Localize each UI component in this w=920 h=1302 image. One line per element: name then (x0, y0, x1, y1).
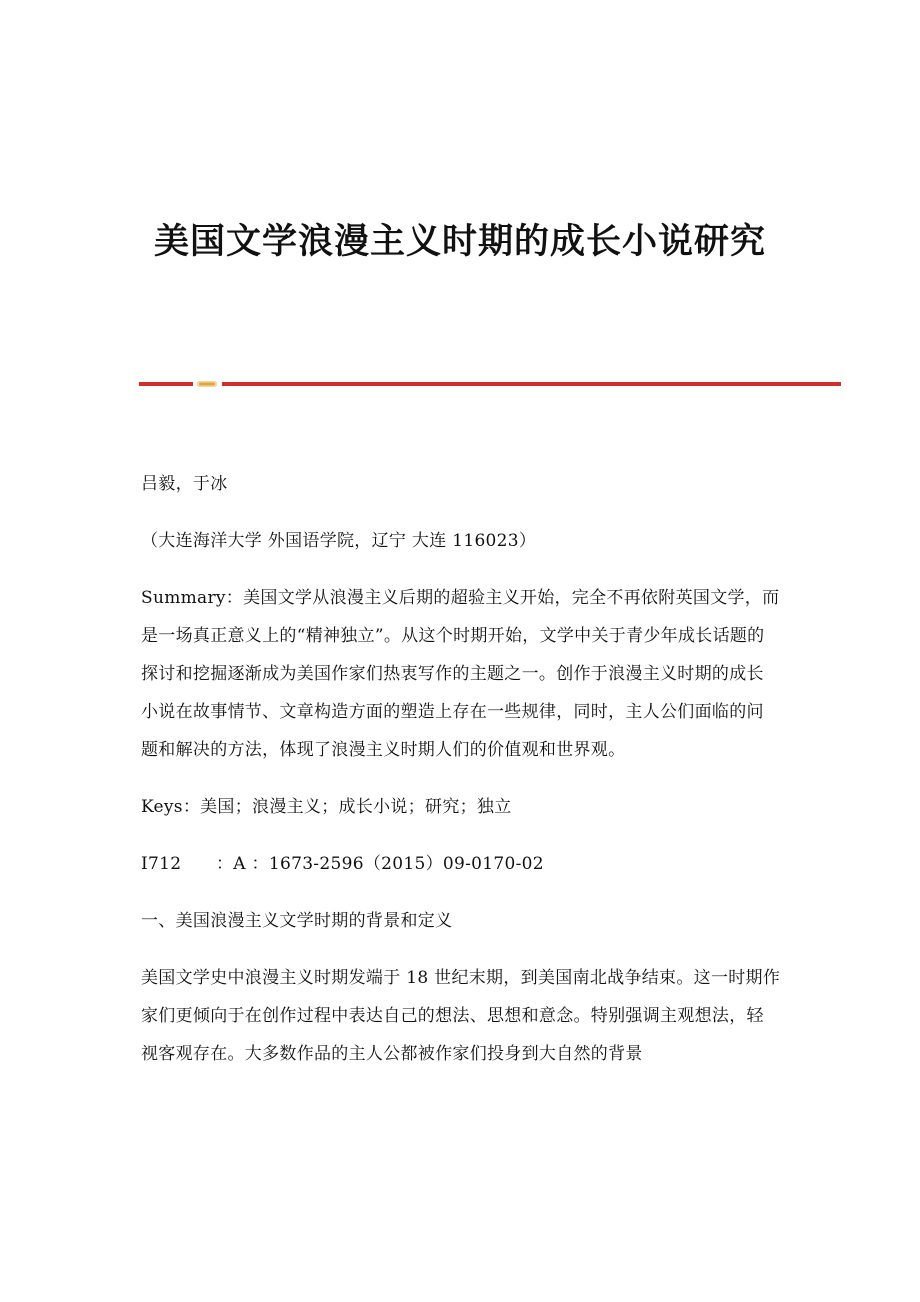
authors: 吕毅，于冰 (141, 474, 228, 494)
summary-paragraph: Summary：美国文学从浪漫主义后期的超验主义开始，完全不再依附英国文学，而是一场真正意义上的“精神独立”。从这个时期开始，文学中关于青少年成长话题的探讨和挖掘逐渐成为美国作家们热衷写作的主题之一。创作于浪漫主义时期的成长小说在故事情节、文章构造方面的塑造上存在一些规律，同时，主人公们面临的问题和解决的方法，体现了浪漫主义时期人们的价值观和世界观。 (141, 588, 780, 760)
affiliation: （大连海洋大学 外国语学院，辽宁 大连 116023） (141, 531, 537, 551)
divider-ornament-icon (197, 380, 217, 388)
keywords: Keys：美国；浪漫主义；成长小说；研究；独立 (141, 797, 512, 817)
section-heading: 一、美国浪漫主义文学时期的背景和定义 (141, 911, 453, 931)
divider-bar-left (139, 382, 193, 386)
classification-line: I712 ：A ：1673-2596（2015）09-0170-02 (141, 854, 544, 874)
body-paragraph: 美国文学史中浪漫主义时期发端于 18 世纪末期，到美国南北战争结束。这一时期作家们更倾向于在创作过程中表达自己的想法、思想和意念。特别强调主观想法，轻视客观存在。大多数作品的主人公都被作家们投身到大自然的背景 (141, 968, 781, 1064)
paper-title: 美国文学浪漫主义时期的成长小说研究 (153, 221, 766, 262)
title-divider (139, 380, 841, 388)
divider-bar-right (222, 382, 841, 386)
paper-body (141, 465, 781, 1092)
